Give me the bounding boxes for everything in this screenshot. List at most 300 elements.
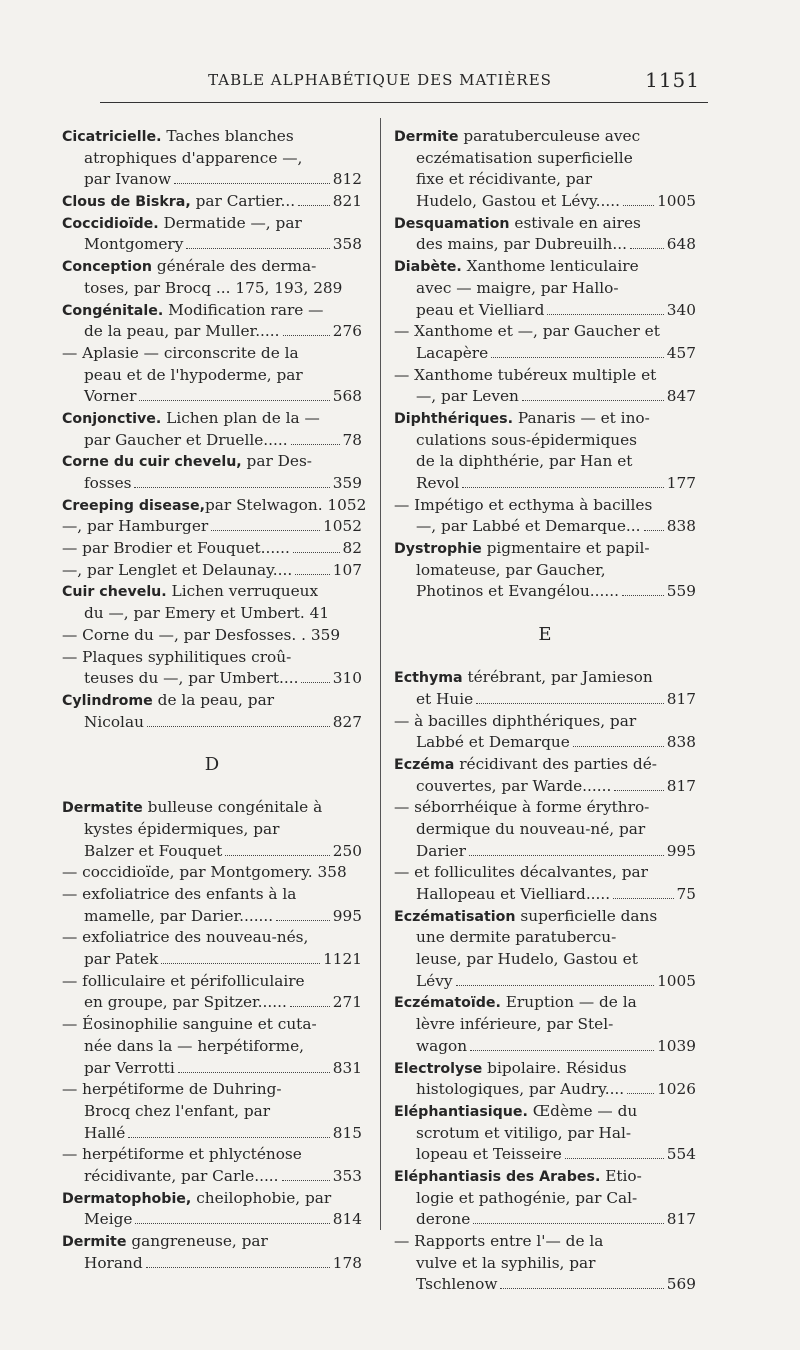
index-text-line (62, 343, 362, 365)
index-entry-line (394, 971, 696, 993)
index-text-line (62, 1231, 362, 1253)
entry-body: — Xanthome tubéreux multiple et (394, 365, 657, 384)
dot-leader (644, 516, 664, 531)
entry-text (416, 452, 632, 470)
entry-text (62, 648, 291, 666)
entry-text (84, 430, 288, 452)
dot-leader (630, 234, 664, 249)
page-reference: 814 (332, 1210, 362, 1229)
entry-text (416, 516, 641, 538)
entry-body: — exfoliatrice des enfants à la (62, 885, 297, 903)
entry-headword: Creeping disease, (62, 497, 205, 514)
index-text-line (62, 1079, 362, 1101)
entry-body: Labbé et Demarque (416, 733, 570, 752)
page-reference: 177 (666, 474, 696, 492)
entry-text (416, 386, 519, 408)
page-reference: 847 (666, 387, 696, 406)
entry-body: lopeau et Teisseire (416, 1145, 562, 1164)
entry-text (62, 798, 322, 816)
entry-body: peau et de l'hypoderme, par (84, 365, 303, 384)
entry-body: par Verrotti (84, 1058, 175, 1077)
entry-body: — Éosinophilie sanguine et cuta- (62, 1015, 317, 1034)
index-text-line (62, 126, 362, 148)
entry-body: Lévy (416, 971, 453, 990)
page-reference: 817 (666, 776, 696, 795)
index-text-line (62, 365, 362, 387)
page-reference: 559 (666, 582, 696, 601)
entry-text (394, 1167, 642, 1185)
entry-text (62, 863, 347, 881)
entry-body: avec — maigre, par Hallo- (416, 278, 619, 297)
entry-body: teuses du —, par Umbert.... (84, 669, 299, 688)
page-reference: 812 (332, 170, 362, 189)
entry-text (62, 452, 312, 470)
entry-body: Lichen verruqueux (166, 582, 319, 601)
entry-text (416, 732, 570, 754)
entry-text (416, 1036, 467, 1058)
page-reference: 271 (332, 993, 362, 1012)
entry-text (394, 214, 641, 232)
entry-body: paratuberculeuse avec (458, 127, 641, 145)
dot-leader (473, 1209, 664, 1224)
dot-leader (293, 538, 340, 553)
entry-text (62, 560, 292, 582)
section-letter: D (204, 754, 220, 776)
index-text-line (394, 126, 696, 148)
entry-body: Dermatide —, par (158, 213, 302, 232)
index-text-line (394, 1014, 696, 1036)
entry-text (394, 409, 650, 427)
index-text-line (394, 169, 696, 191)
index-text-line (394, 906, 696, 928)
entry-text (62, 214, 302, 232)
page-reference: 648 (666, 235, 696, 254)
entry-headword: Clous de Biskra, (62, 194, 191, 211)
page-reference: 838 (666, 733, 696, 752)
entry-text (394, 1059, 627, 1077)
entry-body: — Impétigo et ecthyma à bacilles (394, 495, 653, 514)
entry-body: peau et Vielliard (416, 300, 545, 319)
index-entry-line (62, 1253, 362, 1275)
entry-body: par Patek (84, 950, 159, 969)
entry-text (416, 473, 459, 495)
index-entry-line (394, 386, 696, 408)
entry-text (84, 149, 302, 167)
entry-body: Etio- (600, 1166, 642, 1185)
entry-text (416, 581, 619, 603)
index-text-line (394, 711, 696, 733)
index-text-line (62, 1188, 362, 1210)
entry-body: —, par Lenglet et Delaunay.... (62, 560, 293, 579)
entry-body: —, par Hamburger (62, 517, 209, 536)
index-text-line (394, 819, 696, 841)
entry-text (416, 170, 592, 188)
entry-text (416, 1189, 637, 1207)
entry-body: — à bacilles diphthériques, par (394, 711, 637, 730)
entry-text (62, 928, 308, 946)
entry-text (84, 1037, 304, 1055)
entry-headword: Dermite (394, 129, 459, 145)
entry-text (416, 820, 645, 838)
entry-body: — Corne du —, par Desfosses. . 359 (62, 625, 341, 644)
entry-body: —, par Leven (416, 387, 519, 406)
entry-headword: Diabète. (394, 259, 462, 276)
index-entry-line (394, 191, 696, 213)
entry-headword: Dermite (62, 1234, 127, 1250)
page-reference: 340 (666, 300, 696, 319)
index-text-line (394, 321, 696, 343)
dot-leader (290, 992, 330, 1007)
entry-text (62, 885, 296, 903)
index-entry-line (62, 1058, 362, 1080)
entry-text (84, 234, 183, 256)
running-header (200, 68, 700, 95)
index-text-line (394, 754, 696, 776)
entry-headword: Diphthériques. (394, 410, 513, 427)
entry-text (84, 1058, 175, 1080)
entry-text (62, 1080, 282, 1098)
entry-text (62, 496, 366, 514)
index-entry-line (394, 581, 696, 603)
dot-leader (282, 1166, 330, 1181)
entry-body: — et folliculites décalvantes, par (394, 863, 648, 882)
entry-text (84, 1209, 132, 1231)
page-reference: 107 (332, 560, 362, 579)
index-text-line (62, 278, 362, 300)
index-text-line (394, 667, 696, 689)
entry-text (84, 473, 131, 495)
index-entry-line (394, 1036, 696, 1058)
dot-leader (491, 343, 664, 358)
index-entry-line (394, 516, 696, 538)
index-text-line (394, 148, 696, 170)
index-entry-line (62, 1123, 362, 1145)
page-reference: 178 (332, 1253, 362, 1272)
entry-text (62, 516, 208, 538)
entry-headword: Eléphantiasique. (394, 1103, 528, 1120)
index-text-line (394, 1058, 696, 1080)
page-reference: 817 (666, 1210, 696, 1229)
left-column (62, 126, 367, 1274)
index-entry-line (394, 1079, 696, 1101)
index-text-line (394, 1101, 696, 1123)
entry-headword: Cylindrome (62, 692, 153, 709)
entry-text (394, 712, 636, 730)
entry-text (394, 366, 656, 384)
entry-body: — Plaques syphilitiques croû- (62, 647, 292, 666)
entry-body: vulve et la syphilis, par (416, 1253, 596, 1272)
entry-text (416, 149, 633, 167)
index-entry-line (62, 430, 362, 452)
entry-body: Hallopeau et Vielliard..... (416, 885, 611, 903)
column-divider (380, 118, 381, 1230)
entry-body: Tschlenow (416, 1275, 498, 1294)
index-entry-line (394, 473, 696, 495)
entry-text (416, 431, 637, 449)
dot-leader (613, 884, 673, 899)
index-entry-line (62, 321, 362, 343)
index-entry-line (394, 1209, 696, 1231)
entry-text (416, 234, 627, 256)
dot-leader (147, 712, 330, 727)
page-reference: 1026 (657, 1080, 696, 1099)
index-text-line (394, 862, 696, 884)
entry-headword: Desquamation (394, 215, 510, 232)
index-text-line (394, 278, 696, 300)
entry-text (416, 1274, 497, 1296)
entry-body: couvertes, par Warde...... (416, 776, 612, 795)
index-text-line (62, 300, 362, 322)
dot-leader (462, 473, 663, 488)
dot-leader (225, 841, 330, 856)
index-entry-line (62, 1209, 362, 1231)
entry-body: kystes épidermiques, par (84, 819, 280, 838)
entry-body: histologiques, par Audry.... (416, 1080, 625, 1099)
entry-body: Horand (84, 1253, 143, 1272)
entry-body: Lacapère (416, 343, 489, 362)
entry-headword: Conception (62, 259, 152, 276)
index-text-line (62, 690, 362, 712)
entry-body: Eruption — de la (500, 993, 637, 1012)
entry-text (394, 496, 652, 514)
entry-text (84, 279, 342, 297)
index-text-line (62, 819, 362, 841)
entry-text (84, 841, 222, 863)
index-entry-line (394, 841, 696, 863)
entry-body: — herpétiforme et phlycténose (62, 1145, 302, 1164)
index-text-line (394, 213, 696, 235)
index-entry-line (62, 949, 362, 971)
index-text-line (394, 495, 696, 517)
entry-body: toses, par Brocq ... 175, 193, 289 (84, 278, 343, 297)
entry-body: en groupe, par Spitzer...... (84, 993, 287, 1012)
entry-text (84, 992, 287, 1014)
entry-headword: Electrolyse (394, 1060, 483, 1077)
entry-body: de la peau, par (152, 690, 275, 709)
index-entry-line (394, 689, 696, 711)
entry-text (416, 928, 616, 946)
entry-body: — Xanthome et —, par Gaucher et (394, 322, 660, 341)
index-text-line (62, 495, 367, 517)
dot-leader (627, 1079, 654, 1094)
entry-text (62, 191, 295, 214)
entry-body: — séborrhéique à forme érythro- (394, 798, 650, 817)
entry-body: lèvre inférieure, par Stel- (416, 1015, 614, 1034)
entry-body: — coccidioïde, par Montgomery. 358 (62, 863, 347, 882)
entry-text (416, 950, 638, 968)
page-reference: 569 (666, 1275, 696, 1294)
entry-body: — herpétiforme de Duhring- (62, 1080, 282, 1099)
header-rule (100, 102, 708, 103)
entry-headword: Corne du cuir chevelu, (62, 454, 242, 471)
index-entry-line (394, 776, 696, 798)
entry-text (62, 1189, 331, 1207)
entry-body: —, par Labbé et Demarque... (416, 517, 641, 536)
dot-leader (500, 1274, 663, 1289)
entry-text (394, 1232, 603, 1250)
entry-text (84, 712, 144, 734)
page-reference: 1005 (657, 971, 696, 990)
dot-leader (565, 1144, 664, 1159)
entry-text (416, 343, 488, 365)
entry-body: mamelle, par Darier....... (84, 906, 274, 925)
entry-text (84, 1102, 270, 1120)
entry-body: Vorner (84, 387, 137, 406)
entry-body: du —, par Emery et Umbert. 41 (84, 604, 330, 623)
index-entry-line (394, 300, 696, 322)
entry-body: — exfoliatrice des nouveau-nés, (62, 928, 309, 947)
page-reference: 995 (332, 906, 362, 925)
entry-body: générale des derma- (151, 257, 317, 276)
entry-body: née dans la — herpétiforme, (84, 1036, 305, 1055)
entry-body: Balzer et Fouquet (84, 841, 223, 860)
index-text-line (62, 148, 362, 170)
dot-leader (298, 191, 330, 206)
entry-body: estivale en aires (509, 213, 641, 232)
dot-leader (295, 560, 330, 575)
page-reference: 1039 (657, 1036, 696, 1055)
entry-text (62, 1145, 302, 1163)
index-text-line (62, 625, 362, 647)
entry-body: par Gaucher et Druelle..... (84, 430, 288, 449)
index-entry-line (62, 992, 362, 1014)
entry-body: Darier (416, 841, 466, 860)
entry-body: fosses (84, 474, 132, 492)
index-entry-line (62, 538, 362, 560)
index-text-line (62, 1014, 362, 1036)
index-text-line (62, 603, 362, 625)
entry-headword: Ecthyma (394, 670, 463, 687)
index-entry-line (394, 884, 696, 906)
dot-leader (146, 1253, 330, 1268)
index-text-line (62, 1101, 362, 1123)
entry-text (84, 366, 303, 384)
index-text-line (62, 408, 362, 430)
page-reference: 75 (676, 885, 696, 903)
entry-text (416, 1254, 596, 1272)
entry-body: Brocq chez l'enfant, par (84, 1101, 271, 1120)
index-text-line (394, 256, 696, 278)
entry-text (416, 1209, 470, 1231)
entry-body: Nicolau (84, 712, 144, 731)
index-text-line (394, 1188, 696, 1210)
entry-text (84, 668, 298, 690)
page-reference: 815 (332, 1123, 362, 1142)
entry-body: fixe et récidivante, par (416, 170, 593, 189)
entry-text (84, 1123, 125, 1145)
entry-body: — par Brodier et Fouquet...... (62, 539, 290, 558)
index-entry-line (394, 732, 696, 754)
index-text-line (62, 797, 362, 819)
page-reference: 1005 (657, 192, 696, 211)
entry-headword: Eczématisation (394, 908, 516, 925)
entry-body: Montgomery (84, 235, 184, 254)
page-reference: 995 (666, 841, 696, 860)
entry-body: une dermite paratubercu- (416, 928, 617, 947)
entry-text (62, 127, 294, 145)
index-text-line (394, 1123, 696, 1145)
index-entry-line (62, 712, 362, 734)
entry-text (84, 386, 136, 408)
section-letter: E (538, 624, 552, 646)
entry-text (84, 949, 158, 971)
dot-leader (178, 1058, 330, 1073)
page-reference: 82 (342, 539, 362, 558)
page-reference: 827 (332, 712, 362, 731)
entry-text (62, 538, 290, 560)
entry-body: Œdème — du (527, 1101, 638, 1120)
entry-headword: Dystrophie (394, 541, 482, 558)
entry-body: culations sous-épidermiques (416, 430, 638, 449)
entry-text (62, 301, 323, 319)
index-entry-line (62, 473, 362, 495)
page-reference: 353 (332, 1166, 362, 1185)
entry-body: eczématisation superficielle (416, 148, 633, 167)
entry-text (84, 1166, 279, 1188)
index-text-line (62, 1036, 362, 1058)
dot-leader (135, 1209, 329, 1224)
page-reference: 1052 (323, 517, 362, 536)
entry-body: Lichen plan de la — (161, 408, 320, 427)
index-text-line (394, 1253, 696, 1275)
entry-text (416, 191, 620, 213)
dot-leader (291, 430, 340, 445)
entry-text (394, 668, 653, 686)
entry-text (394, 907, 657, 925)
entry-body: de la peau, par Muller..... (84, 322, 280, 341)
entry-body: des mains, par Dubreuilh... (416, 235, 627, 254)
entry-body: leuse, par Hudelo, Gastou et (416, 950, 638, 969)
entry-body: et Huie (416, 689, 474, 708)
entry-text (394, 1102, 637, 1120)
index-text-line (62, 884, 362, 906)
entry-headword: Cuir chevelu. (62, 584, 167, 601)
index-text-line (394, 365, 696, 387)
entry-body: — Rapports entre l'— de la (394, 1232, 604, 1250)
dot-leader (623, 191, 654, 206)
entry-text (394, 863, 648, 881)
entry-body: bipolaire. Résidus (482, 1058, 627, 1077)
entry-headword: Dermatite (62, 800, 143, 817)
index-entry-line (62, 191, 362, 213)
entry-body: — Aplasie — circonscrite de la (62, 343, 299, 362)
page-reference: 554 (666, 1145, 696, 1164)
index-text-line (394, 408, 696, 430)
entry-body: par Cartier... (190, 192, 296, 211)
entry-body: pigmentaire et papil- (481, 539, 650, 558)
index-text-line (62, 971, 362, 993)
page-reference: 1121 (323, 950, 362, 969)
index-text-line (62, 647, 362, 669)
page-reference: 568 (332, 387, 362, 406)
entry-text (416, 561, 606, 579)
index-entry-line (62, 516, 362, 538)
index-text-line (62, 862, 362, 884)
entry-text (416, 841, 466, 863)
entry-text (394, 127, 640, 145)
entry-body: de la diphthérie, par Han et (416, 452, 633, 471)
page-reference: 250 (332, 841, 362, 860)
index-text-line (394, 1166, 696, 1188)
entry-text (416, 971, 453, 993)
index-text-line (62, 256, 362, 278)
index-entry-line (394, 1274, 696, 1296)
index-text-line (62, 451, 362, 473)
dot-leader (456, 971, 655, 986)
entry-body: récidivant des parties dé- (454, 754, 657, 773)
dot-leader (174, 169, 330, 184)
entry-text (394, 993, 637, 1011)
